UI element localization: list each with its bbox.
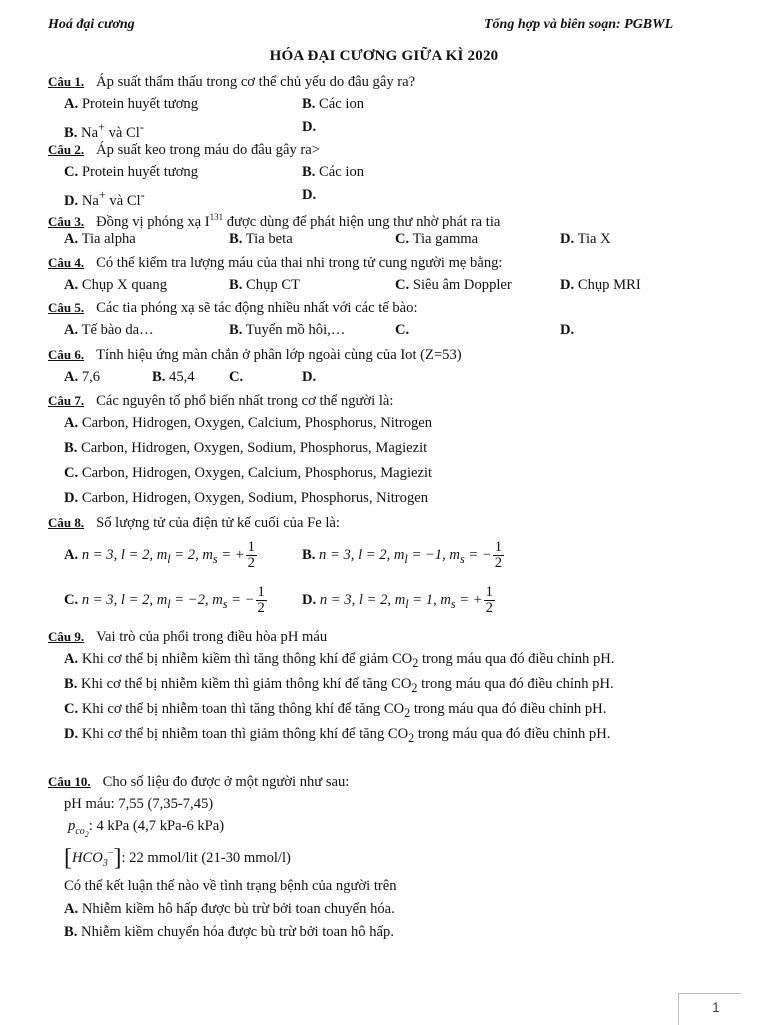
q5-option-a: A. Tế bào da… xyxy=(64,322,154,338)
q6-option-d: D. xyxy=(302,369,317,385)
q1-option-d: D. xyxy=(302,119,317,135)
q6-option-b: B. 45,4 xyxy=(152,369,195,385)
q10-ph: pH máu: 7,55 (7,35-7,45) xyxy=(64,796,214,812)
q10-pco2: $p_{co_2}$: 4 kPa (4,7 kPa-6 kPa) xyxy=(68,818,225,839)
question-8: Câu 8. Số lượng tử của điện tử kế cuối của Fe là: xyxy=(48,515,340,531)
document-title: HÓA ĐẠI CƯƠNG GIỮA KÌ 2020 xyxy=(269,48,499,64)
q2-option-d: D. xyxy=(302,187,317,203)
q6-option-a: A. 7,6 xyxy=(64,369,101,385)
page-number-box xyxy=(678,993,741,1025)
q8-option-d: D. n = 3, l = 2, $m_l = 1$, $m_s$ = + $\frac{1}{2}$ xyxy=(302,584,493,617)
q4-option-d: D. Chụp MRI xyxy=(560,277,641,293)
q5-option-b: B. Tuyến mồ hôi,… xyxy=(229,322,346,338)
q1-option-b: B. Các ion xyxy=(302,96,365,112)
q8-option-b: B. n = 3, l = 2, $m_l = -1$, $m_s$ = − $\frac{1}{2}$ xyxy=(302,539,502,572)
q1-option-c: B. Na+ và Cl- xyxy=(64,120,144,141)
q10-question: Có thể kết luận thế nào về tình trạng bệnh của người trên xyxy=(64,878,397,894)
question-9: Câu 9. Vai trò của phổi trong điều hòa pH máu xyxy=(48,629,328,645)
q2-option-a: C. Protein huyết tương xyxy=(64,164,199,180)
q7-option-a: A. Carbon, Hidrogen, Oxygen, Calcium, Phosphorus, Nitrogen xyxy=(64,415,433,431)
page-number: 1 xyxy=(712,999,720,1015)
question-3: Câu 3. Đồng vị phóng xạ $I^{131}$ được dùng để phát hiện ung thư nhờ phát ra tia xyxy=(48,212,501,230)
q5-option-d: D. xyxy=(560,322,575,338)
q7-option-b: B. Carbon, Hidrogen, Oxygen, Sodium, Phosphorus, Magiezit xyxy=(64,440,428,456)
q4-option-b: B. Chụp CT xyxy=(229,277,300,293)
question-10: Câu 10. Cho số liệu đo được ở một người như sau: xyxy=(48,774,350,790)
q9-option-c: C. Khi cơ thể bị nhiễm toan thì tăng thông khí để tăng $CO_2$ trong máu qua đó điều chỉnh pH. xyxy=(64,701,607,720)
q3-option-a: A. Tia alpha xyxy=(64,231,136,247)
q8-option-a: A. n = 3, l = 2, $m_l = 2$, $m_s$ = + $\frac{1}{2}$ xyxy=(64,539,255,572)
q4-option-c: C. Siêu âm Doppler xyxy=(395,277,512,293)
header-subject: Hoá đại cương xyxy=(48,17,135,32)
question-5: Câu 5. Các tia phóng xạ sẽ tác động nhiều nhất với các tế bào: xyxy=(48,300,418,316)
question-1: Câu 1. Áp suất thẩm thấu trong cơ thể chủ yếu do đâu gây ra? xyxy=(48,74,416,90)
question-2: Câu 2. Áp suất keo trong máu do đâu gây ra> xyxy=(48,142,320,158)
question-7: Câu 7. Các nguyên tố phổ biến nhất trong cơ thể người là: xyxy=(48,393,394,409)
q5-option-c: C. xyxy=(395,322,410,338)
q3-option-c: C. Tia gamma xyxy=(395,231,479,247)
q6-option-c: C. xyxy=(229,369,244,385)
q8-option-c: C. n = 3, l = 2, $m_l = -2$, $m_s$ = − $\frac{1}{2}$ xyxy=(64,584,265,617)
q4-option-a: A. Chụp X quang xyxy=(64,277,167,293)
q10-hco3: $[HCO_3^-]$: 22 mmol/lit (21-30 mmol/l) xyxy=(64,844,291,871)
q2-option-b: B. Các ion xyxy=(302,164,365,180)
header-author: Tổng hợp và biên soạn: PGBWL xyxy=(484,17,674,32)
q7-option-d: D. Carbon, Hidrogen, Oxygen, Sodium, Phosphorus, Nitrogen xyxy=(64,490,429,506)
question-4: Câu 4. Có thể kiểm tra lượng máu của thai nhi trong tử cung người mẹ bằng: xyxy=(48,255,503,271)
q3-option-d: D. Tia X xyxy=(560,231,611,247)
q10-option-b: B. Nhiễm kiềm chuyển hóa được bù trừ bởi toan hô hấp. xyxy=(64,924,394,940)
q9-option-a: A. Khi cơ thể bị nhiễm kiềm thì tăng thông khí để giảm $CO_2$ trong máu qua đó điều chỉnh pH. xyxy=(64,651,615,670)
question-6: Câu 6. Tính hiệu ứng màn chắn ở phân lớp ngoài cùng của Iot (Z=53) xyxy=(48,347,462,363)
q1-option-a: A. Protein huyết tương xyxy=(64,96,199,112)
q10-option-a: A. Nhiễm kiềm hô hấp được bù trừ bởi toan chuyển hóa. xyxy=(64,901,395,917)
q3-option-b: B. Tia beta xyxy=(229,231,293,247)
q7-option-c: C. Carbon, Hidrogen, Oxygen, Calcium, Phosphorus, Magiezit xyxy=(64,465,433,481)
q9-option-d: D. Khi cơ thể bị nhiễm toan thì giảm thông khí để tăng $CO_2$ trong máu qua đó điều chỉnh pH. xyxy=(64,726,611,745)
q9-option-b: B. Khi cơ thể bị nhiễm kiềm thì giảm thông khí để tăng $CO_2$ trong máu qua đó điều chỉnh pH. xyxy=(64,676,614,695)
q2-option-c: D. Na+ và Cl- xyxy=(64,188,145,209)
